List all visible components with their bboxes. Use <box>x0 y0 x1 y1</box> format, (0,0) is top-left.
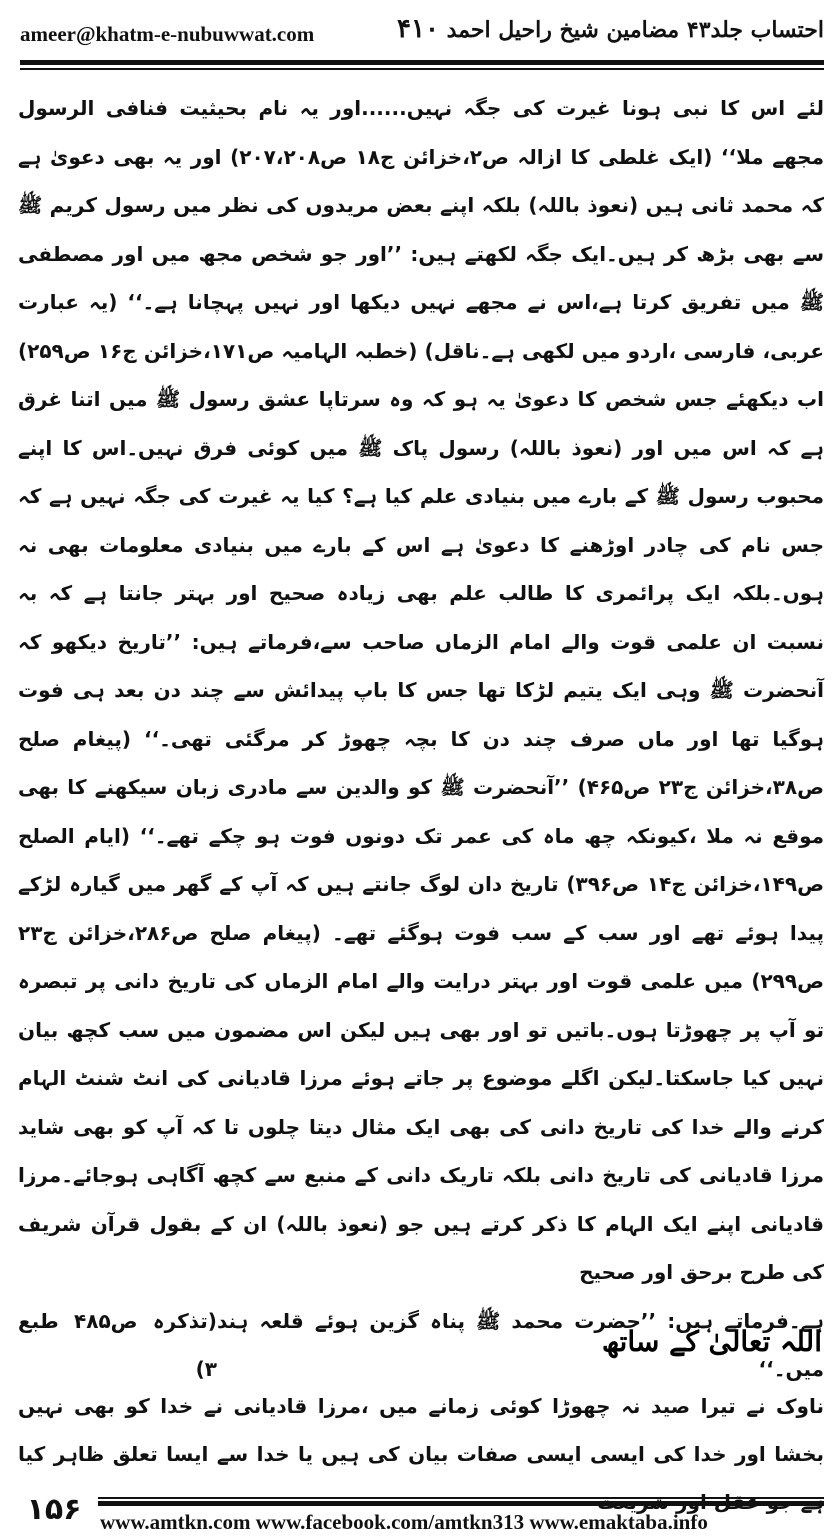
section-heading: اللہ تعالیٰ کے ساتھ <box>601 1325 822 1358</box>
header-book-title: احتساب جلد۴۳ مضامین شیخ راحیل احمد <box>446 17 824 43</box>
quote-text: ہے۔فرماتے ہیں: ’’حضرت محمد ﷺ پناہ گزین ہوئے قلعہ ہند میں۔‘‘ <box>216 1308 824 1381</box>
header-email: ameer@khatm-e-nubuwwat.com <box>20 22 315 46</box>
page-header <box>0 0 840 60</box>
footer-page-number: ۱۵۶ <box>26 1492 82 1527</box>
header-title-block <box>383 14 824 44</box>
body-paragraph-2: ناوک نے تیرا صید نہ چھوڑا کوئی زمانے میں ،مرزا قادیانی نے خدا کو بھی نہیں بخشا اور خدا کی ایسی ایسی صفات بیان کی ہیں یا خدا سے ایسا تعلق ظاہر کیا <box>18 1394 824 1466</box>
header-rule-thick <box>20 60 824 65</box>
footer-links: www.amtkn.com www.facebook.com/amtkn313 www.emaktaba.info <box>100 1510 708 1534</box>
body-paragraph: لئے اس کا نبی ہونا غیرت کی جگہ نہیں......اور یہ نام بحیثیت فنافی الرسول مجھے ملا‘‘ (ایک غلطی کا ازالہ ص۲،خزائن ج۱۸ ص۲۰۷،۲۰۸) اور یہ بھی دعویٰ ہے کہ محمد ثانی ہیں (نعوذ باللہ) بلکہ اپنے بعض مریدوں کی نظر میں رسول کریم ﷺ سے بھی بڑھ کر ہیں۔ایک جگہ لکھتے ہیں: ’’اور جو شخص مجھ میں اور مصطفی ﷺ میں تفریق کرتا ہے،اس نے مجھے نہیں دیکھا اور نہیں پہچانا ہے۔‘‘ (یہ عبارت عربی، فارسی ،اردو میں لکھی ہے۔ناقل) (خطبہ الہامیہ ص۱۷۱،خزائن ج۱۶ ص۲۵۹) اب دیکھئے جس شخص کا دعویٰ یہ ہو کہ وہ سرتاپا عشق رسول ﷺ میں اتنا غرق ہے کہ اس میں اور (نعوذ باللہ) رسول پاک ﷺ میں کوئی فرق نہیں۔اس کا اپنے محبوب رسول ﷺ کے بارے میں بنیادی علم کیا ہے؟ کیا یہ غیرت کی جگہ نہیں ہے کہ جس نام کی چادر اوڑھنے کا دعویٰ ہے اس کے بارے میں بنیادی معلومات بھی نہ ہوں۔بلکہ ایک پرائمری کا طالب علم بھی زیادہ صحیح اور بہتر جانتا ہے کہ بہ نسبت ان علمی قوت والے امام الزماں صاحب سے،فرماتے ہیں: ’’تاریخ دیکھو کہ آنحضرت ﷺ وہی ایک یتیم لڑکا تھا جس کا باپ پیدائش سے چند دن بعد ہی فوت ہوگیا تھا اور ماں صرف چند دن کا بچہ چھوڑ کر مرگئی تھی۔‘‘ (پیغام صلح ص۳۸،خزائن ج۲۳ ص۴۶۵) ’’آنحضرت ﷺ کو والدین سے مادری زبان سیکھنے کا بھی موقع نہ ملا ،کیونکہ چھ ماہ کی عمر تک دونوں فوت ہو چکے تھے۔‘‘ (ایام الصلح ص۱۴۹،خزائن ج۱۴ ص۳۹۶) تاریخ دان لوگ جانتے ہیں کہ آپ کے گھر میں گیارہ لڑکے پیدا ہوئے تھے اور سب کے سب فوت ہوگئے تھے۔ (پیغام صلح ص۲۸۶،خزائن ج۲۳ ص۲۹۹) میں علمی قوت اور بہتر درایت والے امام الزماں کی تاریخ دانی پر تبصرہ تو آپ پر چھوڑتا ہوں۔باتیں تو اور بھی ہیں لیکن اس مضمون میں سب کچھ بیان نہیں کیا جاسکتا۔لیکن اگلے موضوع پر جاتے ہوئے مرزا قادیانی کی انٹ شنٹ الہام کرنے والے خدا کی تاریخ دانی کی بھی ایک مثال دیتا چلوں تا کہ آپ کو بھی شاید مرزا قادیانی کی تاریخ دانی بلکہ تاریک دانی کے منبع سے کچھ آگاہی ہوجائے۔مرزا قادیانی اپنے ایک الہام کا ذکر کرتے ہیں جو (نعوذ باللہ) ان کے بقول قرآن شریف کی طرح برحق اور صحیح <box>18 96 825 1284</box>
header-page-number: ۴۱۰ <box>397 14 439 44</box>
header-rule-thin <box>20 68 824 70</box>
footer-rule-thick <box>98 1501 824 1506</box>
footer-rule-thin <box>98 1497 824 1499</box>
article-body <box>18 84 824 1394</box>
quote-reference: (تذکرہ ص۴۸۵ طبع ۳) <box>18 1308 217 1381</box>
